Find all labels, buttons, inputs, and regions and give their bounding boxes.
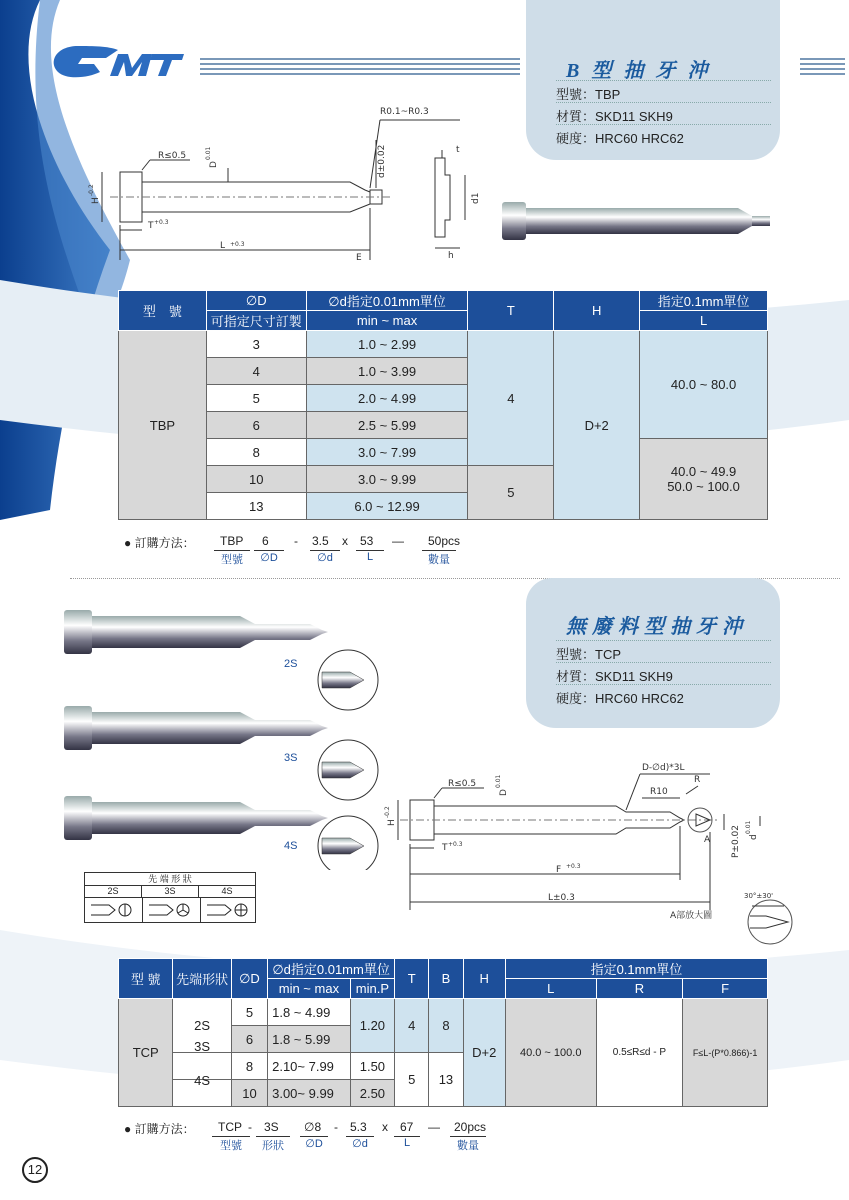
- hardness-line: 硬度：HRC60 HRC62: [556, 124, 771, 147]
- tip-shape-legend: [84, 872, 256, 923]
- order-c5: L: [394, 1136, 420, 1149]
- cell-H: D+2: [554, 331, 640, 520]
- tip-col-4s: 4S: [221, 886, 233, 896]
- dd-label: d±0.02: [377, 144, 387, 178]
- order-label: ● 訂購方法：: [124, 536, 195, 550]
- tbp-product-image: [498, 196, 778, 246]
- t-label: T: [442, 843, 448, 853]
- tbp-technical-drawing: [80, 100, 500, 270]
- order-v3: ∅8: [304, 1120, 322, 1134]
- th-F: F: [683, 979, 768, 999]
- cell-D: 3: [206, 331, 306, 358]
- cell-minp: 2.50: [350, 1080, 394, 1107]
- h-label: H: [91, 197, 101, 204]
- order-c6: 數量: [450, 1136, 486, 1153]
- h-label: H: [387, 819, 397, 826]
- th-H: H: [554, 291, 640, 331]
- cell-tip: [173, 1039, 231, 1088]
- r-label: R≤0.5: [448, 779, 477, 789]
- model-line: 型號：TBP: [556, 80, 771, 103]
- spec-box-tbp: [526, 0, 780, 160]
- cell-model: TCP: [119, 999, 173, 1107]
- tip-col-3s: 3S: [142, 886, 199, 897]
- tip-label-4s: 4S: [284, 840, 298, 852]
- order-s3: x: [382, 1120, 388, 1134]
- r10-label: R10: [650, 787, 668, 797]
- order-c1: 型號: [214, 550, 250, 567]
- tip-shape-title: 先 端 形 狀: [85, 873, 255, 886]
- th-T: T: [468, 291, 554, 331]
- order-s2: x: [342, 534, 348, 548]
- cell-L2: [640, 439, 768, 520]
- order-c2: 形狀: [256, 1136, 290, 1153]
- tip-label-3s: 3S: [284, 752, 298, 764]
- section-title: 無廢料型抽牙沖: [566, 616, 748, 638]
- cell-minp: 1.50: [350, 1053, 394, 1080]
- order-label: ● 訂購方法：: [124, 1122, 195, 1136]
- d1-label: d1: [471, 192, 481, 204]
- cell-T: 5: [395, 1053, 429, 1107]
- h2-label: h: [448, 251, 454, 261]
- t-tol: +0.3: [154, 219, 169, 226]
- order-c4: ∅d: [346, 1136, 374, 1150]
- th-H: H: [463, 959, 505, 999]
- dd-tol: 0.01: [745, 820, 752, 834]
- tip-2s-icon: [85, 898, 143, 922]
- model-line: 型號：TCP: [556, 640, 771, 663]
- cell-D: 5: [206, 385, 306, 412]
- material-line: 材質：SKD11 SKH9: [556, 662, 771, 685]
- th-model: 型 號: [119, 291, 207, 331]
- cell-T1: 4: [468, 331, 554, 466]
- th-L: L: [505, 979, 596, 999]
- d-label: D: [209, 161, 219, 168]
- e-label: E: [356, 253, 362, 263]
- th-B: B: [429, 959, 463, 999]
- order-v2: 6: [262, 534, 269, 548]
- order-v1: TCP: [218, 1120, 242, 1134]
- th-spec: 指定0.1mm單位: [505, 959, 767, 979]
- th-D: ∅D: [231, 959, 267, 999]
- th-T: T: [395, 959, 429, 999]
- order-v1: TBP: [220, 534, 244, 548]
- th-L: 指定0.1mm單位: [640, 291, 768, 311]
- l-tol: +0.3: [230, 241, 245, 248]
- a-label: A: [704, 835, 711, 845]
- th-d-sub: min ~ max: [306, 311, 468, 331]
- th-D: ∅D: [206, 291, 306, 311]
- angle-label: 30°±30': [744, 892, 774, 900]
- material-line: 材質：SKD11 SKH9: [556, 102, 771, 125]
- d-tol: 0.01: [495, 774, 502, 788]
- th-minp: min.P: [350, 979, 394, 999]
- th-tip: 先端形狀: [173, 959, 231, 999]
- h-tol: -0.2: [384, 806, 391, 818]
- section-title: B型抽牙沖: [566, 60, 720, 82]
- order-v4: 53: [360, 534, 374, 548]
- cell-D: 5: [231, 999, 267, 1026]
- order-s3: —: [392, 534, 404, 548]
- cell-L2a: 40.0 ~ 49.9: [670, 464, 737, 479]
- cell-D: 10: [206, 466, 306, 493]
- h-tol: -0.2: [88, 184, 95, 196]
- tip-3s-icon: [143, 898, 201, 922]
- order-s4: —: [428, 1120, 440, 1134]
- tip-label-2s: 2S: [284, 658, 298, 670]
- th-L-sub: L: [640, 311, 768, 331]
- order-s1: -: [248, 1120, 252, 1134]
- cell-B: 8: [429, 999, 463, 1053]
- cell-d: 6.0 ~ 12.99: [306, 493, 468, 520]
- gmt-logo: [48, 42, 188, 82]
- cell-d: 2.5 ~ 5.99: [306, 412, 468, 439]
- tbp-order-method: [124, 534, 484, 570]
- cell-L2b: 50.0 ~ 100.0: [667, 479, 740, 494]
- r-label: R≤0.5: [158, 151, 187, 161]
- order-v5: 67: [400, 1120, 414, 1134]
- cell-D: 8: [206, 439, 306, 466]
- d-label: D: [499, 789, 509, 796]
- cell-tip-3s: 3S: [194, 1039, 211, 1054]
- order-c1: 型號: [212, 1136, 250, 1153]
- cell-minp: 1.20: [350, 999, 394, 1053]
- tip-4s-icon: [201, 898, 258, 922]
- tcp-order-method: [124, 1120, 504, 1156]
- hardness-line: 硬度：HRC60 HRC62: [556, 684, 771, 707]
- cell-d: 1.0 ~ 2.99: [306, 331, 468, 358]
- cell-F: F≤L-(P*0.866)-1: [683, 999, 768, 1107]
- tbp-spec-table: [118, 290, 768, 520]
- cell-D: 10: [231, 1080, 267, 1107]
- cell-D: 6: [206, 412, 306, 439]
- order-v3: 3.5: [312, 534, 329, 548]
- order-v6: 20pcs: [454, 1120, 487, 1134]
- cell-model: TBP: [119, 331, 207, 520]
- cell-L1: 40.0 ~ 80.0: [640, 331, 768, 439]
- spec-box-tcp: [526, 578, 780, 728]
- r-label2: R: [694, 775, 701, 785]
- th-R: R: [596, 979, 683, 999]
- header-rule: [200, 58, 520, 78]
- tcp-technical-drawing: [380, 760, 820, 950]
- cell-d: 1.0 ~ 3.99: [306, 358, 468, 385]
- order-v2: 3S: [264, 1120, 279, 1134]
- cell-T2: 5: [468, 466, 554, 520]
- cell-D: 4: [206, 358, 306, 385]
- order-s2: -: [334, 1120, 338, 1134]
- p-label: P±0.02: [731, 824, 741, 858]
- order-s1: -: [294, 534, 298, 548]
- cell-d: 2.10~ 7.99: [268, 1053, 351, 1080]
- cell-d: 1.8 ~ 5.99: [268, 1026, 351, 1053]
- l-label: L±0.3: [548, 893, 575, 903]
- order-c2: ∅D: [254, 550, 284, 564]
- page-number: 12: [22, 1157, 48, 1183]
- header-rule-right: [800, 58, 845, 78]
- cell-d: 3.0 ~ 9.99: [306, 466, 468, 493]
- order-c3: ∅d: [310, 550, 340, 564]
- detail-label: A部放大圖: [670, 911, 713, 921]
- cell-d: 2.0 ~ 4.99: [306, 385, 468, 412]
- t2-label: t: [456, 145, 460, 155]
- cell-R: 0.5≤R≤d - P: [596, 999, 683, 1107]
- order-v5: 50pcs: [428, 534, 461, 548]
- f-tol: +0.3: [566, 863, 581, 870]
- th-d: ∅d指定0.01mm單位: [268, 959, 395, 979]
- order-c3: ∅D: [300, 1136, 328, 1150]
- order-v4: 5.3: [350, 1120, 367, 1134]
- r01-label: R0.1~R0.3: [380, 107, 429, 117]
- cell-D: 6: [231, 1026, 267, 1053]
- order-c4: L: [356, 550, 384, 563]
- cell-L: 40.0 ~ 100.0: [505, 999, 596, 1107]
- d-tol: 0.01: [205, 146, 212, 160]
- f-label: F: [556, 865, 562, 875]
- cell-H: D+2: [463, 999, 505, 1107]
- cell-T: 4: [395, 999, 429, 1053]
- th-D-sub: 可指定尺寸訂製: [206, 311, 306, 331]
- cell-D: 13: [206, 493, 306, 520]
- dl-label: D-∅d)*3L: [642, 763, 685, 773]
- th-d: ∅d指定0.01mm單位: [306, 291, 468, 311]
- cell-tip-4s: 4S: [194, 1073, 211, 1088]
- order-c5: 數量: [422, 550, 456, 567]
- cell-d: 3.00~ 9.99: [268, 1080, 351, 1107]
- t-label: T: [148, 221, 154, 231]
- cell-B: 13: [429, 1053, 463, 1107]
- tip-col-2s: 2S: [85, 886, 142, 897]
- th-model: 型 號: [119, 959, 173, 999]
- cell-d: 3.0 ~ 7.99: [306, 439, 468, 466]
- dd-label: d: [749, 834, 759, 840]
- cell-d: 1.8 ~ 4.99: [268, 999, 351, 1026]
- cell-D: 8: [231, 1053, 267, 1080]
- cell-tip: 2S: [173, 999, 231, 1053]
- tcp-product-images: [60, 600, 390, 870]
- l-label: L: [220, 241, 226, 251]
- t-tol: +0.3: [448, 841, 463, 848]
- tcp-spec-table: [118, 958, 768, 1107]
- th-d-sub: min ~ max: [268, 979, 351, 999]
